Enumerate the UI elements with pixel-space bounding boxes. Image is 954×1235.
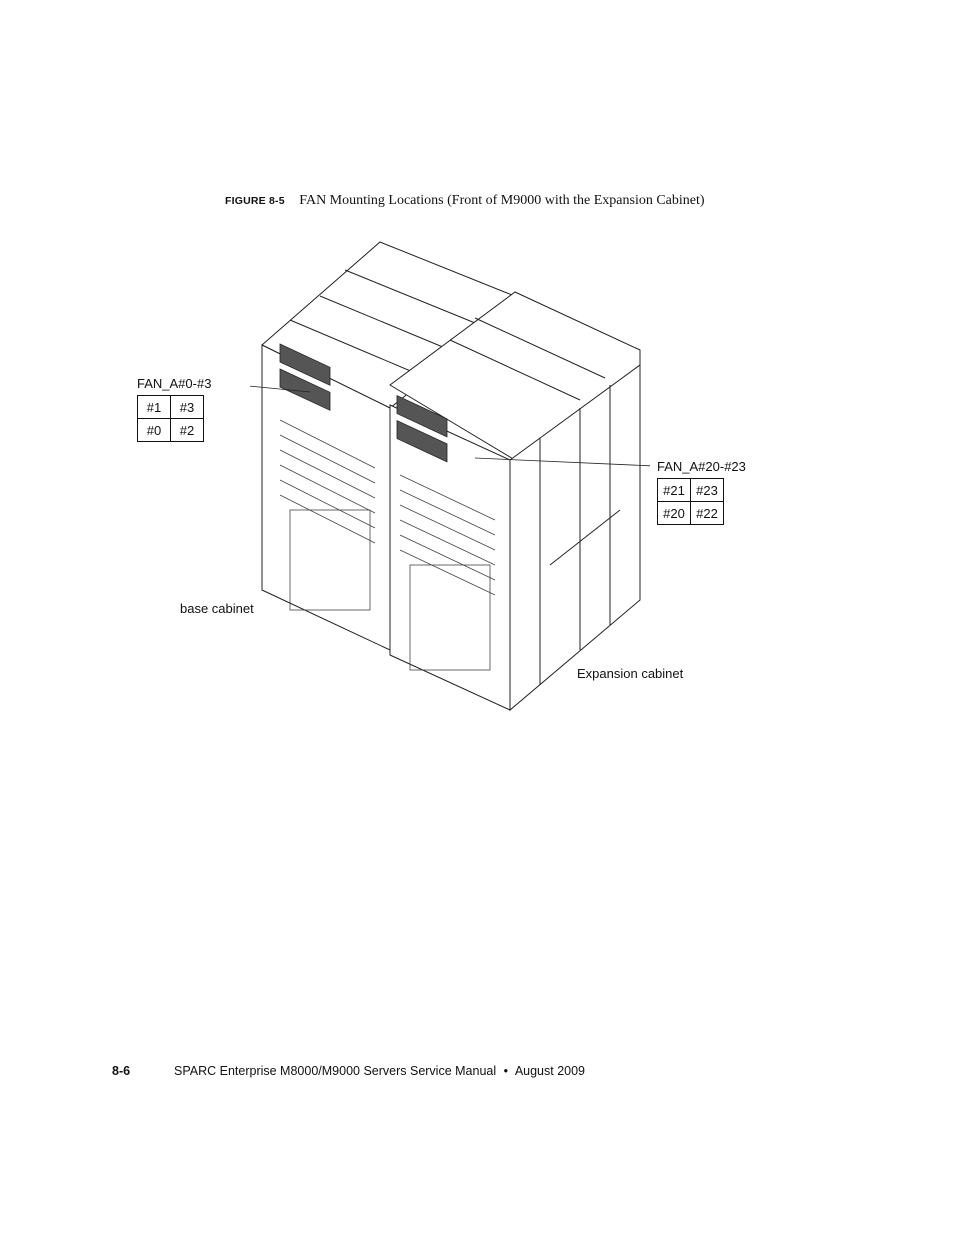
expansion-cabinet-label: Expansion cabinet [577, 666, 684, 681]
server-cabinets-illustration [250, 240, 650, 715]
fan-cell: #3 [171, 396, 204, 419]
page-number: 8-6 [112, 1064, 131, 1078]
figure-caption [225, 191, 705, 209]
fan-a-20-23-grid [657, 478, 724, 525]
fan-cell: #20 [658, 502, 691, 525]
fan-a-20-23-label: FAN_A#20-#23 [657, 459, 746, 474]
manual-title: SPARC Enterprise M8000/M9000 Servers Service Manual [174, 1064, 497, 1078]
figure-title: FAN Mounting Locations (Front of M9000 with the Expansion Cabinet) [299, 193, 705, 208]
fan-cell: #22 [691, 502, 724, 525]
fan-a-0-3-label: FAN_A#0-#3 [137, 376, 212, 391]
page-footer [112, 1064, 130, 1078]
figure-number: FIGURE 8-5 [225, 195, 285, 207]
fan-cell: #1 [138, 396, 171, 419]
fan-cell: #23 [691, 479, 724, 502]
expansion-cabinet-front [390, 405, 510, 710]
fan-cell: #21 [658, 479, 691, 502]
footer-text [174, 1064, 585, 1078]
fan-cell: #2 [171, 419, 204, 442]
fan-cell: #0 [138, 419, 171, 442]
fan-a-0-3-grid [137, 395, 204, 442]
footer-date: August 2009 [514, 1064, 586, 1078]
footer-separator: • [503, 1064, 509, 1078]
base-cabinet-label: base cabinet [180, 601, 254, 616]
